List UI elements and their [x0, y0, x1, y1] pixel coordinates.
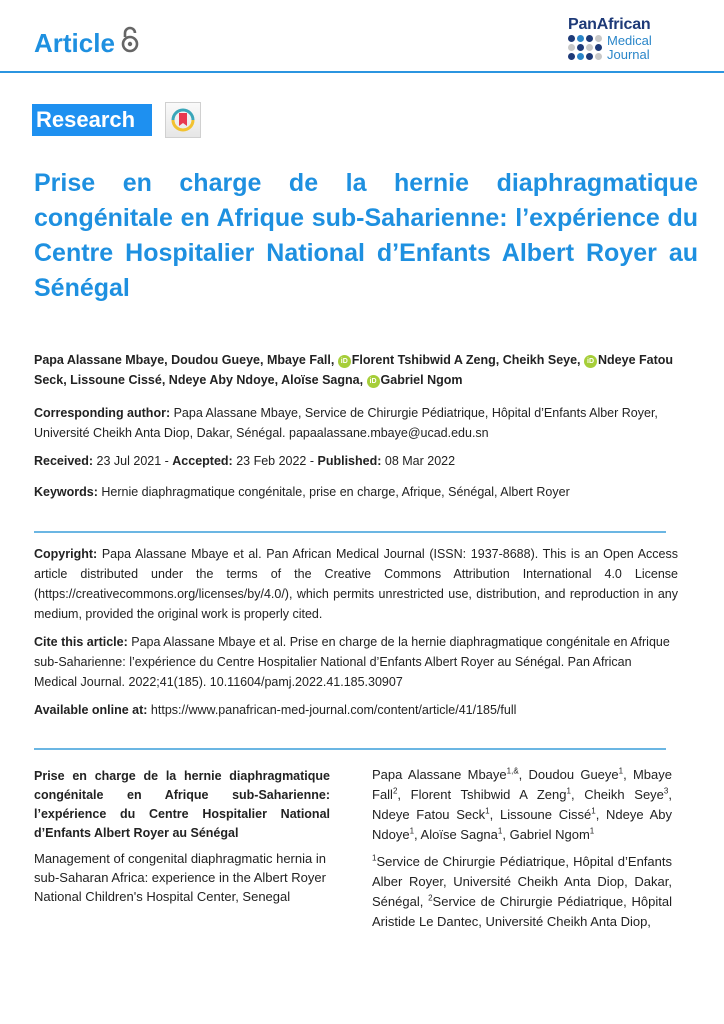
affiliation-marker: 1,&	[506, 766, 519, 776]
section-divider	[34, 531, 666, 533]
affiliation-marker: 1	[589, 826, 595, 836]
section-divider	[34, 748, 666, 750]
author-name: Ndeye Fatou Seck	[372, 807, 486, 822]
author-affiliation-list: Papa Alassane Mbaye$^{1,\&}$, Doudou Gueye$^1$, Mbaye Fall$^2$, Florent Tshibwid A Zeng$^1$, Cheikh Seye$^3$, Ndeye Fatou Seck$^1$, Lissoune Cissé$^1$, Ndeye Aby Ndoye$^1$, Aloïse Sagna$^1$, Gabriel Ngom$^1$	[372, 766, 673, 842]
author-name: Aloïse Sagna	[420, 827, 498, 842]
corresponding-author: Corresponding author: Papa Alassane Mbaye, Service de Chirurgie Pédiatrique, Hôpital d’Enfants Alber Royer, Université Cheikh Anta Diop, Dakar, Sénégal. papaalassane.mbaye@ucad.edu.sn	[34, 406, 658, 440]
logo-journal: Journal	[607, 47, 650, 62]
logo-title: PanAfrican	[568, 16, 651, 33]
affiliation-marker: 1	[497, 826, 503, 836]
article-title: Prise en charge de la hernie diaphragmatique congénitale en Afrique sub-Saharienne: l’expérience du Centre Hospitalier National d’Enfants Albert Royer au Sénégal	[34, 169, 698, 302]
article-dates: Received: 23 Jul 2021 - Accepted: 23 Feb 2022 - Published: 08 Mar 2022	[34, 454, 456, 468]
affiliation-marker: 1	[566, 786, 571, 796]
affiliation-marker: 1	[618, 766, 624, 776]
english-title: Management of congenital diaphragmatic hernia in sub-Saharan Africa: experience in the Albert Royer National Children's Hospital Center, Senegal	[34, 851, 326, 904]
keywords: Keywords: Hernie diaphragmatique congénitale, prise en charge, Afrique, Sénégal, Albert Royer	[34, 485, 570, 499]
author-list: Papa Alassane Mbaye, Doudou Gueye, Mbaye Fall, iD Florent Tshibwid A Zeng, Cheikh Seye, iD Ndeye Fatou Seck, Lissoune Cissé, Ndeye Aby Ndoye, Aloïse Sagna, iD Gabriel Ngom	[34, 353, 674, 387]
author-name: Papa Alassane Mbaye	[372, 767, 507, 782]
author-name: Florent Tshibwid A Zeng	[410, 787, 567, 802]
open-access-icon	[121, 26, 139, 61]
header-divider	[0, 71, 724, 73]
affiliations: $^1$Service de Chirurgie Pédiatrique, Hôpital d’Enfants Alber Royer, Université Cheikh Anta Diop, Dakar, Sénégal, $^2$Service de Chirurgie Pédiatrique, Hôpital Aristide Le Dantec, Université Cheikh Anta Diop,	[372, 853, 672, 929]
crossmark-icon[interactable]	[165, 102, 201, 138]
article-label: Article	[34, 28, 115, 58]
copyright-notice: Copyright: Papa Alassane Mbaye et al. Pan African Medical Journal (ISSN: 1937-8688). This is an Open Access article distributed under the terms of the Creative Commons Attribution International 4.0 License (https://creativecommons.org/licenses/by/4.0/), which permits unrestricted use, distribution, and reproduction in any medium, provided the original work is properly cited.	[34, 547, 678, 621]
logo-dots-icon	[568, 35, 603, 61]
available-online: Available online at: https://www.panafrican-med-journal.com/content/article/41/185/full	[34, 703, 517, 717]
author-name: Ndeye Aby Ndoye	[372, 807, 673, 842]
author-name: Cheikh Seye	[584, 787, 664, 802]
french-title: Prise en charge de la hernie diaphragmatique congénitale en Afrique sub-Saharienne: l’expérience du Centre Hospitalier National d’Enfants Albert Royer au Sénégal	[34, 769, 330, 840]
article-url-link[interactable]: https://www.panafrican-med-journal.com/content/article/41/185/full	[147, 703, 517, 717]
article-type-header	[34, 26, 139, 61]
author-name: Gabriel Ngom	[509, 827, 590, 842]
orcid-icon[interactable]: iD	[584, 355, 597, 368]
journal-logo	[568, 16, 698, 62]
author-name: Lissoune Cissé	[499, 807, 592, 822]
affiliation-marker: 2	[392, 786, 398, 796]
orcid-icon[interactable]: iD	[338, 355, 351, 368]
affiliation-marker: 1	[591, 806, 596, 816]
author-name: Mbaye Fall	[372, 767, 672, 802]
logo-medical: Medical	[607, 33, 652, 48]
affiliation-marker: 1	[409, 826, 415, 836]
affiliation-marker: 3	[663, 786, 669, 796]
citation: Cite this article: Papa Alassane Mbaye et al. Prise en charge de la hernie diaphragmatique congénitale en Afrique sub-Saharienne: l’expérience du Centre Hospitalier National d’Enfants Albert Royer au Sénégal. Pan African Medical Journal. 2022;41(185). 10.11604/pamj.2022.41.185.30907	[34, 635, 670, 689]
orcid-icon[interactable]: iD	[367, 375, 380, 388]
affiliation-marker: 1	[485, 806, 490, 816]
research-badge: Research	[32, 104, 152, 136]
author-name: Doudou Gueye	[528, 767, 619, 782]
